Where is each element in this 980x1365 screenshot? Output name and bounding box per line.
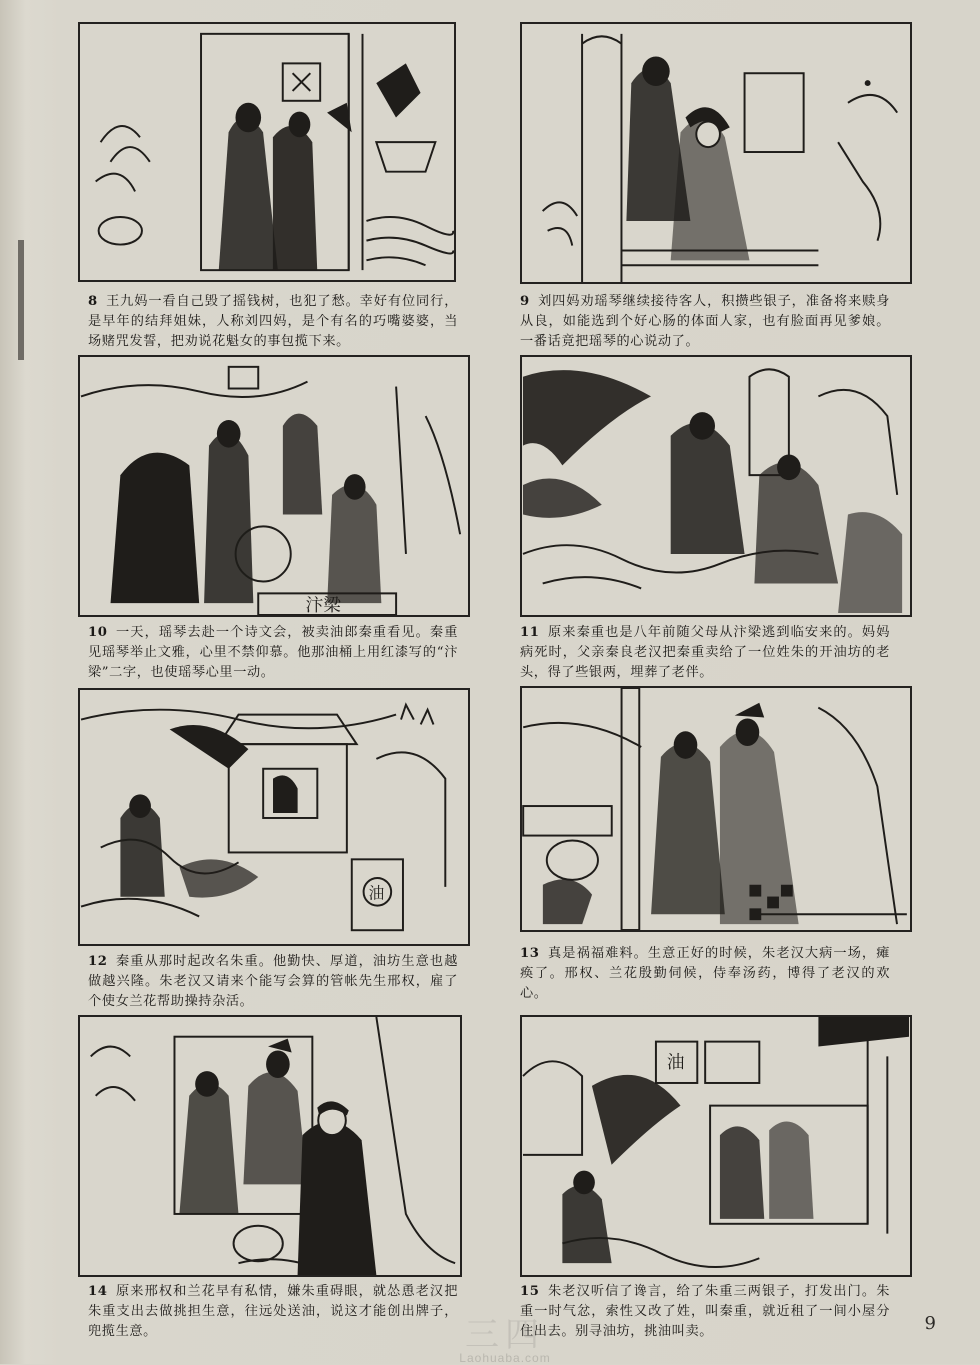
comic-panel-13 (520, 686, 912, 932)
oil-barrel-sign: 汴梁 (305, 596, 341, 615)
panel-14-caption (88, 1282, 458, 1342)
panel-10-text: 一天，瑶琴去赴一个诗文会，被卖油郎秦重看见。秦重见瑶琴举止文雅，心里不禁仰慕。他那油桶上用红漆写的“汴梁”二字，也使瑶琴心里一动。 (88, 625, 458, 680)
panel-13-caption (520, 944, 890, 1004)
comic-panel-10 (78, 355, 470, 617)
comic-panel-8 (78, 22, 456, 282)
panel-9-illustration (522, 24, 910, 282)
panel-11-number: 11 (520, 625, 540, 640)
panel-8-illustration (80, 24, 454, 280)
panel-10-caption (88, 623, 458, 683)
panel-10-number: 10 (88, 625, 108, 640)
panel-14-text: 原来邢权和兰花早有私情，嫌朱重碍眼，就怂恿老汉把朱重支出去做挑担生意，往远处送油，说这才能创出牌子，兜揽生意。 (88, 1284, 458, 1339)
comic-panel-12 (78, 688, 470, 946)
panel-14-number: 14 (88, 1284, 108, 1299)
panel-9-caption (520, 292, 890, 352)
panel-14-illustration (80, 1017, 460, 1275)
site-watermark (410, 1316, 600, 1365)
panel-13-text: 真是祸福难料。生意正好的时候，朱老汉大病一场，瘫痪了。邢权、兰花殷勤伺候，侍奉汤药，博得了老汉的欢心。 (520, 946, 890, 1001)
watermark-url: Laohuaba.com (459, 1351, 551, 1365)
panel-12-illustration (80, 690, 468, 944)
comic-panel-9 (520, 22, 912, 284)
oil-shop-sign: 油 (368, 883, 385, 903)
panel-10-illustration (80, 357, 468, 615)
binding-mark (18, 240, 24, 360)
panel-15-illustration (522, 1017, 910, 1275)
panel-12-text: 秦重从那时起改名朱重。他勤快、厚道，油坊生意也越做越兴隆。朱老汉又请来个能写会算的管帐先生邢权，雇了个使女兰花帮助操持杂活。 (88, 954, 458, 1009)
panel-12-number: 12 (88, 954, 108, 969)
panel-9-text: 刘四妈劝瑶琴继续接待客人，积攒些银子，准备将来赎身从良，如能选到个好心肠的体面人家，也有脸面再见爹娘。一番话竟把瑶琴的心说动了。 (520, 294, 890, 349)
panel-8-caption (88, 292, 458, 352)
watermark-logo: 三四 (465, 1316, 545, 1354)
comic-panel-11 (520, 355, 912, 617)
panel-13-number: 13 (520, 946, 540, 961)
page-number: 9 (924, 1313, 936, 1334)
oil-shop-sign-15: 油 (666, 1053, 685, 1074)
panel-8-number: 8 (88, 294, 98, 309)
comic-panel-15 (520, 1015, 912, 1277)
panel-15-text: 朱老汉听信了谗言，给了朱重三两银子，打发出门。朱重一时气忿，索性又改了姓，叫秦重，就近租了一间小屋分住出去。别寻油坊，挑油叫卖。 (520, 1284, 890, 1339)
panel-11-text: 原来秦重也是八年前随父母从汴梁逃到临安来的。妈妈病死时，父亲秦良老汉把秦重卖给了一位姓朱的开油坊的老头，得了些银两，埋葬了老伴。 (520, 625, 890, 680)
panel-11-caption (520, 623, 890, 683)
panel-11-illustration (522, 357, 910, 615)
panel-15-number: 15 (520, 1284, 540, 1299)
panel-8-text: 王九妈一看自己毁了摇钱树，也犯了愁。幸好有位同行，是早年的结拜姐妹，人称刘四妈，是个有名的巧嘴婆婆，当场赌咒发誓，把劝说花魁女的事包揽下来。 (88, 294, 458, 349)
panel-12-caption (88, 952, 458, 1012)
panel-9-number: 9 (520, 294, 530, 309)
panel-13-illustration (522, 688, 910, 930)
comic-panel-14 (78, 1015, 462, 1277)
